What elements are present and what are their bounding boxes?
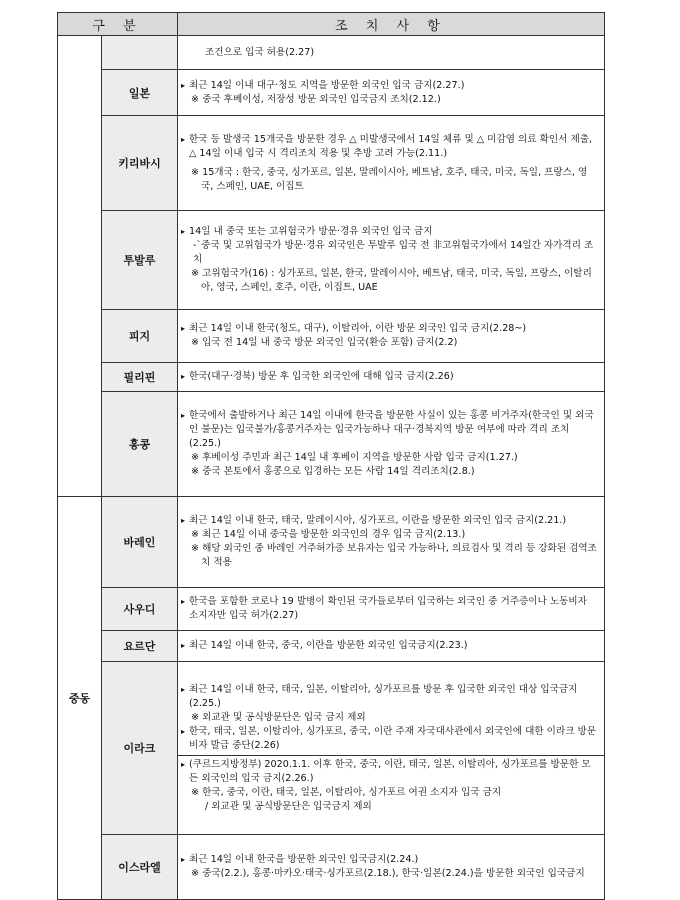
measure-line: ▸ 한국에서 출발하거나 최근 14일 이내에 한국을 방문한 사실이 있는 홍콩 비거주자(한국인 및 외국인 불문)는 입국불가/홍콩거주자는 입국가능하나 대구·경북지역 방문 여부에 따라 격리 조치(2.25.) <box>181 409 598 451</box>
table-row <box>58 662 605 835</box>
table-header-row <box>58 13 605 36</box>
measure-note: ※ 입국 전 14일 내 중국 방문 외국인 입국(환승 포함) 금지(2.2) <box>191 337 458 348</box>
measure-note: ※ 후베이성 주민과 최근 14일 내 후베이 지역을 방문한 사람 입국 금지(1.27.) <box>191 452 518 463</box>
table-row <box>58 363 605 392</box>
measure-sub: -`중국 및 고위험국가 방문·경유 외국인은 투발루 입국 전 非고위험국가에서 14일간 자가격리 조치 <box>193 240 594 265</box>
measure-line: ▸ 최근 14일 이내 한국, 태국, 일본, 이탈리아, 싱가포르를 방문 후 입국한 외국인 대상 입국금지(2.25.) <box>181 683 598 711</box>
measure-note: ※ 중국 본토에서 홍콩으로 입경하는 모든 사람 14일 격리조치(2.8.) <box>191 466 475 477</box>
measure-cell <box>178 835 605 900</box>
measure-cell <box>178 310 605 363</box>
table-row <box>58 36 605 70</box>
header-measures: 조 치 사 항 <box>178 13 605 36</box>
measure-note: ※ 고위험국가(16) : 싱가포르, 일본, 한국, 말레이시아, 베트남, 태국, 미국, 독일, 프랑스, 이탈리아, 영국, 스페인, 호주, 이란, 이집트, UAE <box>191 268 592 293</box>
measure-cell <box>178 363 605 392</box>
header-category: 구 분 <box>58 13 178 36</box>
table-row <box>58 116 605 211</box>
country-cell-bahrain: 바레인 <box>102 497 178 588</box>
country-cell-tuvalu: 투발루 <box>102 211 178 310</box>
country-cell-continued <box>102 36 178 70</box>
measure-line: ▸ 최근 14일 이내 한국, 태국, 말레이시아, 싱가포르, 이란을 방문한 외국인 입국 금지(2.21.) <box>181 514 598 528</box>
table-row <box>58 497 605 588</box>
country-cell-fiji: 피지 <box>102 310 178 363</box>
country-cell-israel: 이스라엘 <box>102 835 178 900</box>
measure-cell <box>178 70 605 116</box>
measure-cell <box>178 36 605 70</box>
measure-cell <box>178 116 605 211</box>
table-row <box>58 211 605 310</box>
region-cell-asia-pacific <box>58 36 102 497</box>
measure-line: ▸ 최근 14일 이내 한국(청도, 대구), 이탈리아, 이란 방문 외국인 입국 금지(2.28~) <box>181 322 598 336</box>
measure-cell <box>178 497 605 588</box>
cell-divider <box>178 755 604 756</box>
measure-cell <box>178 392 605 497</box>
measure-line: ▸ 한국을 포함한 코로나 19 발병이 확인된 국가들로부터 입국하는 외국인 중 거주증이나 노동비자 소지자만 입국 허가(2.27) <box>181 595 598 623</box>
measure-line: ▸ 14일 내 중국 또는 고위험국가 방문·경유 외국인 입국 금지 <box>181 225 598 239</box>
measure-line: ▸ 최근 14일 이내 한국을 방문한 외국인 입국금지(2.24.) <box>181 853 598 867</box>
measure-cell <box>178 588 605 631</box>
measure-note: ※ 15개국 : 한국, 중국, 싱가포르, 일본, 말레이시아, 베트남, 호주, 태국, 미국, 독일, 프랑스, 영국, 스페인, UAE, 이집트 <box>191 166 588 192</box>
measure-line: ▸ 한국 등 발생국 15개국을 방문한 경우 △ 미발생국에서 14일 체류 및 △ 미감염 의료 확인서 제출, △ 14일 이내 입국 시 격리조치 적용 및 추방 고려 가능(2.11.) <box>181 133 598 161</box>
measure-line: ▸ (쿠르드지방정부) 2020.1.1. 이후 한국, 중국, 이란, 태국, 일본, 이탈리아, 싱가포르를 방문한 모든 외국인의 입국 금지(2.26.) <box>181 758 598 786</box>
measure-line: ▸ 최근 14일 이내 대구·청도 지역을 방문한 외국인 입국 금지(2.27.) <box>181 79 598 93</box>
table-row <box>58 392 605 497</box>
country-cell-hongkong: 홍콩 <box>102 392 178 497</box>
continuation-text: 조건으로 입국 허용(2.27) <box>205 46 315 58</box>
country-cell-iraq: 이라크 <box>102 662 178 835</box>
table-row <box>58 835 605 900</box>
measure-line: ▸ 최근 14일 이내 한국, 중국, 이란을 방문한 외국인 입국금지(2.23.) <box>181 639 598 653</box>
country-cell-saudi: 사우디 <box>102 588 178 631</box>
table-row <box>58 70 605 116</box>
measure-note: ※ 최근 14일 이내 중국을 방문한 외국인의 경우 입국 금지(2.13.) <box>191 529 466 540</box>
measure-note: ※ 중국(2.2.), 홍콩·마카오·태국·싱가포르(2.18.), 한국·일본(2.24.)을 방문한 외국인 입국금지 <box>191 868 585 879</box>
measure-cell <box>178 662 605 835</box>
measure-note-cont: / 외교관 및 공식방문단은 입국금지 제외 <box>205 800 372 812</box>
measure-note: ※ 중국 후베이성, 저장성 방문 외국인 입국금지 조치(2.12.) <box>191 93 441 105</box>
table-row <box>58 588 605 631</box>
measure-line: ▸ 한국, 태국, 일본, 이탈리아, 싱가포르, 중국, 이란 주재 자국대사관에서 외국인에 대한 이라크 방문 비자 발급 중단(2.26) <box>181 725 598 753</box>
country-cell-philippines: 필리핀 <box>102 363 178 392</box>
measures-table <box>57 12 605 900</box>
country-cell-jordan: 요르단 <box>102 631 178 662</box>
measure-line: ▸ 한국(대구·경북) 방문 후 입국한 외국인에 대해 입국 금지(2.26) <box>181 370 598 384</box>
measure-note: ※ 해당 외국인 중 바레인 거주허가증 보유자는 입국 가능하나, 의료검사 및 격리 등 강화된 검역조치 적용 <box>191 543 597 568</box>
country-cell-kiribati: 키리바시 <box>102 116 178 211</box>
region-cell-middle-east: 중동 <box>58 497 102 900</box>
measure-cell <box>178 211 605 310</box>
measure-note: ※ 외교관 및 공식방문단은 입국 금지 제외 <box>191 711 366 723</box>
measure-cell <box>178 631 605 662</box>
country-cell-japan: 일본 <box>102 70 178 116</box>
table-row <box>58 631 605 662</box>
measure-note: ※ 한국, 중국, 이란, 태국, 일본, 이탈리아, 싱가포르 여권 소지자 입국 금지 <box>191 786 502 798</box>
table-row <box>58 310 605 363</box>
